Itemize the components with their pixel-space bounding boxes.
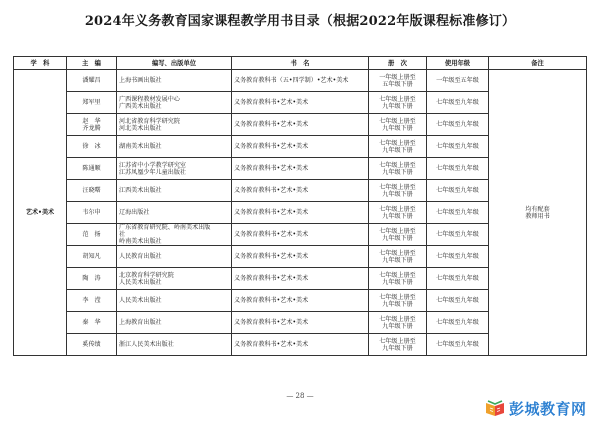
grade-cell: 七年级至九年级: [427, 312, 489, 334]
volume-cell: 七年级上册至 九年级下册: [369, 312, 427, 334]
editor-cell: 范 扬: [67, 224, 117, 246]
book-title-cell: 义务教育教科书•艺术•美术: [232, 312, 369, 334]
book-title-cell: 义务教育教科书•艺术•美术: [232, 158, 369, 180]
publisher-cell: 广西课程教材发展中心 广西美术出版社: [117, 92, 232, 114]
book-title-cell: 义务教育教科书•艺术•美术: [232, 334, 369, 356]
note-cell: 均有配套 教师用书: [489, 70, 587, 356]
publisher-cell: 人民教育出版社: [117, 246, 232, 268]
book-title-cell: 义务教育教科书（五•四学制）•艺术•美术: [232, 70, 369, 92]
publisher-cell: 江苏省中小学教学研究室 江苏凤凰少年儿童出版社: [117, 158, 232, 180]
catalog-table: [13, 56, 587, 356]
volume-cell: 七年级上册至 九年级下册: [369, 268, 427, 290]
table-row: [14, 70, 587, 92]
editor-cell: 赵 华 齐龙腾: [67, 114, 117, 136]
publisher-cell: 浙江人民美术出版社: [117, 334, 232, 356]
editor-cell: 胡知凡: [67, 246, 117, 268]
header-book: 书 名: [232, 57, 369, 70]
book-title-cell: 义务教育教科书•艺术•美术: [232, 224, 369, 246]
volume-cell: 七年级上册至 九年级下册: [369, 158, 427, 180]
grade-cell: 七年级至九年级: [427, 158, 489, 180]
header-note: 备注: [489, 57, 587, 70]
book-title-cell: 义务教育教科书•艺术•美术: [232, 290, 369, 312]
header-editor: 主 编: [67, 57, 117, 70]
page-title: 2024年义务教育国家课程教学用书目录（根据2022年版课程标准修订）: [84, 14, 516, 29]
publisher-cell: 北京教育科学研究院 人民美术出版社: [117, 268, 232, 290]
editor-cell: 潘耀昌: [67, 70, 117, 92]
book-title-cell: 义务教育教科书•艺术•美术: [232, 136, 369, 158]
grade-cell: 七年级至九年级: [427, 180, 489, 202]
volume-cell: 七年级上册至 九年级下册: [369, 290, 427, 312]
editor-cell: 秦 华: [67, 312, 117, 334]
editor-cell: 陶 涛: [67, 268, 117, 290]
editor-cell: 徐 冰: [67, 136, 117, 158]
volume-cell: 七年级上册至 九年级下册: [369, 224, 427, 246]
book-title-cell: 义务教育教科书•艺术•美术: [232, 246, 369, 268]
grade-cell: 七年级至九年级: [427, 136, 489, 158]
grade-cell: 七年级至九年级: [427, 224, 489, 246]
grade-cell: 七年级至九年级: [427, 290, 489, 312]
header-volume: 册 次: [369, 57, 427, 70]
editor-cell: 奚传绩: [67, 334, 117, 356]
publisher-cell: 广东省教育研究院、岭南美术出版 社 岭南美术出版社: [117, 224, 232, 246]
publisher-cell: 河北省教育科学研究院 河北美术出版社: [117, 114, 232, 136]
editor-cell: 汪晓曙: [67, 180, 117, 202]
grade-cell: 七年级至九年级: [427, 246, 489, 268]
volume-cell: 七年级上册至 九年级下册: [369, 246, 427, 268]
book-title-cell: 义务教育教科书•艺术•美术: [232, 268, 369, 290]
publisher-cell: 上海教育出版社: [117, 312, 232, 334]
volume-cell: 七年级上册至 九年级下册: [369, 334, 427, 356]
editor-cell: 郑军里: [67, 92, 117, 114]
book-title-cell: 义务教育教科书•艺术•美术: [232, 92, 369, 114]
volume-cell: 七年级上册至 九年级下册: [369, 202, 427, 224]
volume-cell: 七年级上册至 九年级下册: [369, 92, 427, 114]
publisher-cell: 人民美术出版社: [117, 290, 232, 312]
header-subject: 学 科: [14, 57, 67, 70]
volume-cell: 七年级上册至 九年级下册: [369, 114, 427, 136]
page-number: — 28 —: [286, 392, 314, 400]
book-title-cell: 义务教育教科书•艺术•美术: [232, 202, 369, 224]
volume-cell: 七年级上册至 九年级下册: [369, 136, 427, 158]
volume-cell: 一年级上册至 五年级下册: [369, 70, 427, 92]
table-body: [14, 70, 587, 356]
publisher-cell: 湖南美术出版社: [117, 136, 232, 158]
volume-cell: 七年级上册至 九年级下册: [369, 180, 427, 202]
subject-cell: 艺术•美术: [14, 70, 67, 356]
table-header-row: [14, 57, 587, 70]
editor-cell: 李 滢: [67, 290, 117, 312]
book-title-cell: 义务教育教科书•艺术•美术: [232, 180, 369, 202]
grade-cell: 七年级至九年级: [427, 114, 489, 136]
publisher-cell: 辽海出版社: [117, 202, 232, 224]
book-logo-icon: [484, 399, 506, 417]
header-grade: 使用年级: [427, 57, 489, 70]
book-title-cell: 义务教育教科书•艺术•美术: [232, 114, 369, 136]
header-publisher: 编写、出版单位: [117, 57, 232, 70]
editor-cell: 韦尔申: [67, 202, 117, 224]
grade-cell: 七年级至九年级: [427, 268, 489, 290]
grade-cell: 七年级至九年级: [427, 334, 489, 356]
grade-cell: 七年级至九年级: [427, 92, 489, 114]
editor-cell: 陈通顺: [67, 158, 117, 180]
publisher-cell: 江西美术出版社: [117, 180, 232, 202]
grade-cell: 一年级至五年级: [427, 70, 489, 92]
watermark: [484, 398, 587, 418]
grade-cell: 七年级至九年级: [427, 202, 489, 224]
publisher-cell: 上海书画出版社: [117, 70, 232, 92]
watermark-text: 彭城教育网: [509, 399, 587, 418]
